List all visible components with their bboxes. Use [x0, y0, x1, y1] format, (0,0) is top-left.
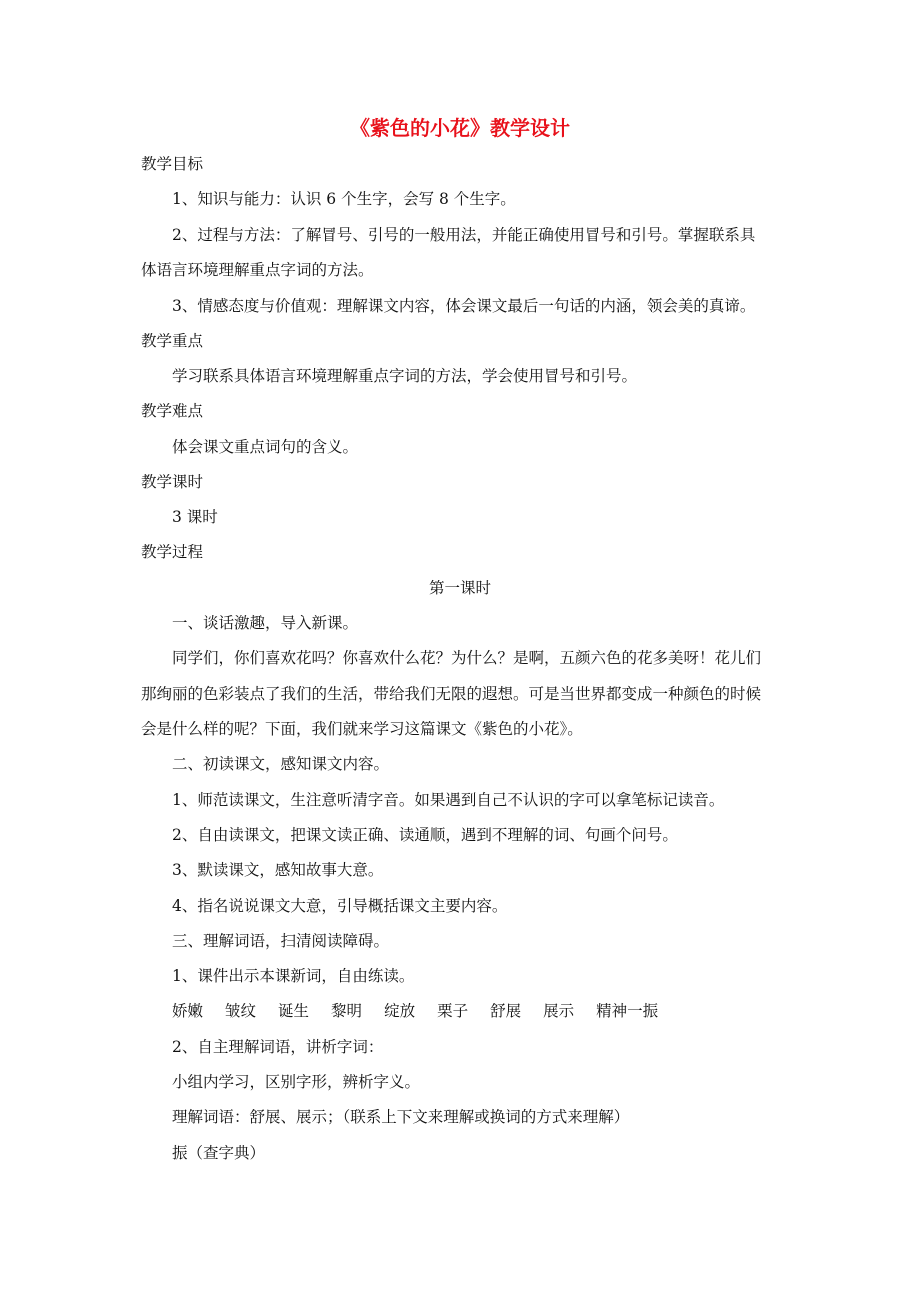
step-2-item-4: 4、指名说说课文大意，引导概括课文主要内容。 — [172, 897, 508, 915]
objective-item-3: 3、情感态度与价值观：理解课文内容，体会课文最后一句话的内涵，领会美的真谛。 — [172, 297, 756, 315]
vocabulary-word: 舒展 — [490, 1002, 522, 1020]
step-2-item-2: 2、自由读课文，把课文读正确、读通顺，遇到不理解的词、句画个问号。 — [172, 826, 678, 844]
vocabulary-word: 娇嫩 — [172, 1002, 204, 1020]
key-points-heading: 教学重点 — [141, 332, 204, 350]
step-2-item-3: 3、默读课文，感知故事大意。 — [172, 861, 384, 879]
intro-line-3: 会是什么样的呢？下面，我们就来学习这篇课文《紫色的小花》。 — [141, 720, 583, 738]
document-title: 《紫色的小花》教学设计 — [350, 116, 570, 140]
understand-words-text: 理解词语：舒展、展示；（联系上下文来理解或换词的方式来理解） — [172, 1108, 630, 1126]
step-1-heading: 一、谈话激趣，导入新课。 — [172, 614, 359, 632]
process-heading: 教学过程 — [141, 543, 204, 561]
key-points-text: 学习联系具体语言环境理解重点字词的方法，学会使用冒号和引号。 — [172, 367, 638, 385]
difficulties-heading: 教学难点 — [141, 402, 204, 420]
first-period-title: 第一课时 — [428, 579, 491, 597]
step-2-item-1: 1、师范读课文，生注意听清字音。如果遇到自己不认识的字可以拿笔标记读音。 — [172, 791, 725, 809]
vocabulary-word: 绽放 — [384, 1002, 416, 1020]
vocabulary-word: 栗子 — [437, 1002, 469, 1020]
intro-line-2: 那绚丽的色彩装点了我们的生活，带给我们无限的遐想。可是当世界都变成一种颜色的时候 — [141, 685, 762, 703]
step-3-heading: 三、理解词语，扫清阅读障碍。 — [172, 932, 390, 950]
objective-item-2-line-1: 2、过程与方法：了解冒号、引号的一般用法，并能正确使用冒号和引号。掌握联系具 — [172, 226, 756, 244]
zhen-dictionary-text: 振（查字典） — [172, 1144, 266, 1162]
vocabulary-word: 黎明 — [331, 1002, 363, 1020]
vocabulary-word: 展示 — [543, 1002, 575, 1020]
vocabulary-word: 诞生 — [278, 1002, 310, 1020]
objective-item-2-line-2: 体语言环境理解重点字词的方法。 — [141, 261, 374, 279]
vocabulary-word: 皱纹 — [225, 1002, 257, 1020]
difficulties-text: 体会课文重点词句的含义。 — [172, 438, 359, 456]
objective-item-1: 1、知识与能力：认识 6 个生字，会写 8 个生字。 — [172, 190, 516, 208]
periods-heading: 教学课时 — [141, 473, 204, 491]
step-2-heading: 二、初读课文，感知课文内容。 — [172, 755, 390, 773]
step-3-item-2: 2、自主理解词语，讲析字词： — [172, 1038, 384, 1056]
vocabulary-word: 精神一振 — [596, 1002, 659, 1020]
objectives-heading: 教学目标 — [141, 155, 204, 173]
intro-line-1: 同学们，你们喜欢花吗？你喜欢什么花？为什么？是啊，五颜六色的花多美呀！花儿们 — [172, 649, 762, 667]
group-study-text: 小组内学习，区别字形，辨析字义。 — [172, 1073, 421, 1091]
step-3-item-1: 1、课件出示本课新词，自由练读。 — [172, 967, 415, 985]
periods-text: 3 课时 — [172, 508, 218, 526]
vocabulary-word-list — [172, 1000, 680, 1022]
